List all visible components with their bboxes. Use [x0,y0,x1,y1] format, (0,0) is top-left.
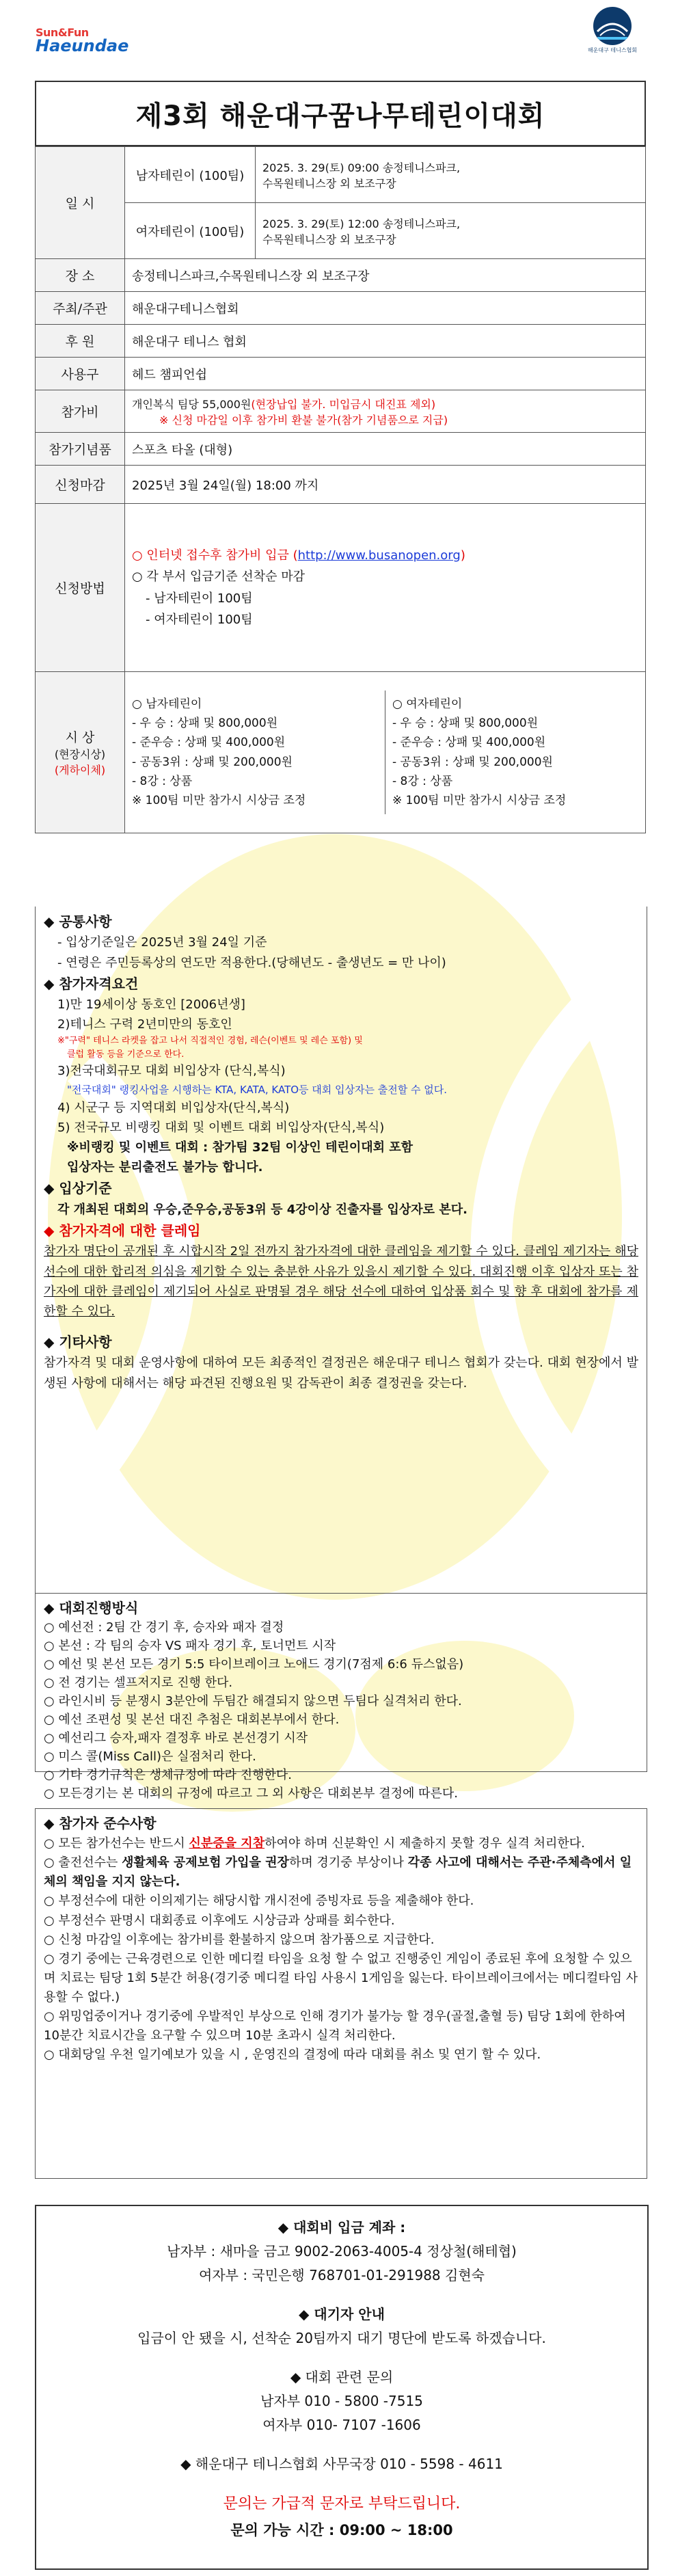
apply-value: ○ 인터넷 접수후 참가비 입금 (http://www.busanopen.org) ○ 각 부서 입금기준 선착순 마감 - 남자테린이 100팀 - 여자테린이 100팀 [125,504,646,672]
etc-heading: ◆ 기타사항 [44,1334,112,1351]
progress-item: ○ 예선리그 승자,패자 결정후 바로 본선경기 시작 [44,1731,308,1745]
association-logo: 해운대구 테니스협회 [585,7,640,62]
progress-item: ○ 전 경기는 셀프저지로 진행 한다. [44,1676,233,1690]
compliance-item: ○ 출전선수는 생활체육 공제보험 가입을 권장하며 경기중 부상이나 각종 사고에 대해서는 주관·주체측에서 일체의 책임을 지지 않는다. [44,1855,632,1890]
progress-item: ○ 라인시비 등 분쟁시 3분안에 두팀간 해결되지 않으면 두팀다 실격처리 한다. [44,1694,462,1708]
contact-box [35,2205,649,2570]
deadline-value: 2025년 3월 24일(월) 18:00 까지 [125,466,646,504]
compliance-item: ○ 모든 참가선수는 반드시 신분증을 지참하여야 하며 신분확인 시 제출하지 못할 경우 실격 처리한다. [44,1836,585,1851]
schedule-division: 남자테린이 (100팀) [125,147,256,203]
sponsor-label: 후 원 [36,325,125,358]
fee-warning: ※ 신청 마감일 이후 참가비 환불 불가(참가 기념품으로 지급) [159,413,448,427]
win-heading: ◆ 입상기준 [44,1180,112,1197]
association-emblem-icon [593,7,632,45]
page-title: 제3회 해운대구꿈나무테린이대회 [135,100,545,132]
schedule-time: 2025. 3. 29(토) 12:00 송정테니스파크, 수목원테니스장 외 보조구장 [256,203,646,259]
inquiry-heading: ◆ 대회 관련 문의 [290,2369,394,2385]
host-label: 주최/주관 [36,292,125,325]
compliance-item: ○ 대회당일 우천 일기예보가 있을 시 , 운영진의 결정에 따라 대회를 취소 및 연기 할 수 있다. [44,2048,541,2063]
progress-item: ○ 예선 및 본선 모든 경기 5:5 타이브레이크 노애드 경기(7점제 6:6 듀스없음) [44,1657,464,1672]
compliance-item: ○ 신청 마감일 이후에는 참가비를 환불하지 않으며 참가품으로 지급한다. [44,1932,435,1947]
schedule-label: 일 시 [36,147,125,259]
common-heading: ◆ 공통사항 [44,913,112,930]
compliance-section [35,1808,647,2179]
waitlist-heading: ◆ 대기자 안내 [299,2306,385,2322]
prize-men: ○ 남자테린이 - 우 승 : 상패 및 800,000원 - 준우승 : 상패 및 400,000원 - 공동3위 : 상패 및 200,000원 - 8강 : 상품 ※ 100팀 미만 참가시 시상금 조정 [125,690,385,814]
compliance-item: ○ 위밍업중이거나 경기중에 우발적인 부상으로 인해 경기가 불가능 할 경우(골절,출혈 등) 팀당 1회에 한하여 10분간 치료시간을 요구할 수 있으며 10분 초과시 실격 처리한다. [44,2009,626,2043]
ball-value: 헤드 챔피언쉽 [125,358,646,390]
gift-value: 스포츠 타올 (대형) [125,433,646,466]
host-value: 해운대구테니스협회 [125,292,646,325]
progress-heading: ◆ 대회진행방식 [44,1600,139,1616]
sms-note: 문의는 가급적 문자로 부탁드립니다. [223,2495,461,2512]
compliance-item: ○ 부정선수 판명시 대회종료 이후에도 시상금과 상패를 회수한다. [44,1913,395,1928]
claim-heading: ◆ 참가자격에 대한 클레임 [44,1222,201,1239]
inquiry-hours: 문의 가능 시간 : 09:00 ~ 18:00 [230,2521,453,2538]
etc-text: 참가자격 및 대회 운영사항에 대하여 모든 최종적인 결정권은 해운대구 테니스 협회가 갖는다. 대회 현장에서 발생된 사항에 대해서는 해당 파견된 진행요원 및 감독관이 최종 결정권을 갖는다. [44,1356,638,1391]
deadline-label: 신청마감 [36,466,125,504]
inquiry-women: 여자부 010- 7107 -1606 [262,2417,421,2433]
waitlist-text: 입금이 안 됐을 시, 선착순 20팀까지 대기 명단에 받도록 하겠습니다. [137,2330,546,2346]
sponsor-value: 해운대구 테니스 협회 [125,325,646,358]
progress-item: ○ 예선 조편성 및 본선 대진 추첨은 대회본부에서 한다. [44,1713,340,1727]
progress-item: ○ 본선 : 각 팀의 승자 VS 패자 경기 후, 토너먼트 시작 [44,1639,336,1653]
title-box [35,81,646,146]
apply-label: 신청방법 [36,504,125,672]
fee-label: 참가비 [36,390,125,433]
prize-label: 시 상 (현장시상) (게하이체) [36,672,125,833]
claim-text: 참가자 명단이 공개된 후 시합시작 2일 전까지 참가자격에 대한 클레임을 제기할 수 있다. 클레임 제기자는 해당 선수에 대한 합리적 의심을 제기할 수 있는 충분한 사유가 있을시 제기할 수 있다. 대회진행 이후 입상자 또는 참가자에 대한 클레임이 제기되어 사실로 판명될 경우 해당 선수에 대하여 입상품 회수 및 향 후 대회에 참가를 제한할 수 있다. [44,1244,638,1319]
account-women: 여자부 : 국민은행 768701-01-291988 김현숙 [199,2267,485,2283]
account-men: 남자부 : 새마을 금고 9002-2063-4005-4 정상철(해테협) [167,2243,517,2259]
apply-website-link[interactable]: http://www.busanopen.org [297,548,461,563]
progress-section [35,1593,647,1801]
venue-label: 장 소 [36,259,125,292]
progress-item: ○ 모든경기는 본 대회의 규정에 따르고 그 외 사항은 대회본부 결정에 따른다. [44,1786,459,1801]
progress-item: ○ 기타 경기규칙은 생체규정에 따라 진행한다. [44,1768,293,1782]
progress-item: ○ 미스 콜(Miss Call)은 실점처리 한다. [44,1749,256,1764]
office-contact: ◆ 해운대구 테니스협회 사무국장 010 - 5598 - 4611 [180,2456,503,2472]
account-heading: ◆ 대회비 입금 계좌 : [277,2219,406,2236]
haeundae-logo: Sun&Fun Haeundae [36,26,129,55]
info-table [35,146,646,833]
fee-value: 개인복식 팀당 55,000원(현장납입 불가. 미입금시 대진표 제외) ※ 신청 마감일 이후 참가비 환불 불가(참가 기념품으로 지급) [125,390,646,433]
ball-label: 사용구 [36,358,125,390]
inquiry-men: 남자부 010 - 5800 -7515 [260,2393,423,2409]
schedule-time: 2025. 3. 29(토) 09:00 송정테니스파크, 수목원테니스장 외 보조구장 [256,147,646,203]
prize-women: ○ 여자테린이 - 우 승 : 상패 및 800,000원 - 준우승 : 상패 및 400,000원 - 공동3위 : 상패 및 200,000원 - 8강 : 상품 ※ 100팀 미만 참가시 시상금 조정 [392,697,567,807]
eligibility-heading: ◆ 참가자격요건 [44,975,139,992]
venue-value: 송정테니스파크,수목원테니스장 외 보조구장 [125,259,646,292]
compliance-item: ○ 부정선수에 대한 이의제기는 해당시합 개시전에 증빙자료 등을 제출해야 한다. [44,1894,474,1909]
schedule-division: 여자테린이 (100팀) [125,203,256,259]
progress-item: ○ 예선전 : 2팀 간 경기 후, 승자와 패자 결정 [44,1620,284,1635]
rules-section: ◆ 공통사항 - 입상기준일은 2025년 3월 24일 기준 - 연령은 주민등록상의 연도만 적용한다.(당해년도 - 출생년도 = 만 나이) ◆ 참가자격요건 1)만 19세이상 동호인 [2006년생] 2)테니스 구력 2년미만의 동호인 ※"구력" 테니스 라켓을 잡고 나서 직접적인 경험, 레슨(이벤트 및 레슨 포함) 및 클럽 활동 등을 기준으로 한다. 3)전국대회규모 대회 비입상자 (단식,복식) "전국대회" 랭킹사업을 시행하는 KTA, KATA, KATO등 대회 입상자는 출전할 수 없다. 4) 시군구 등 지역대회 비입상자(단식,복식) 5) 전국규모 비랭킹 대회 및 이벤트 대회 비입상자(단식,복식) ※비랭킹 및 이벤트 대회 : 참가팀 32팀 이상인 테린이대회 포함 입상자는 분리출전도 불가능 합니다. ◆ 입상기준 각 개최된 대회의 우승,준우승,공동3위 등 4강이상 진출자를 입상자로 본다. ◆ 참가자격에 대한 클레임 참가자 명단이 공개된 후 시합시작 2일 전까지 참가자격에 대한 클레임을 제기할 수 있다. 클레임 제기자는 해당 선수에 대한 합리적 의심을 제기할 수 있는 충분한 사유가 있을시 제기할 수 있다. 대회진행 이후 입상자 또는 참가자에 대한 클레임이 제기되어 사실로 판명될 경우 해당 선수에 대하여 입상품 회수 및 향 후 대회에 참가를 제한할 수 있다. ◆ 기타사항 참가자격 및 대회 운영사항에 대하여 모든 최종적인 결정권은 해운대구 테니스 협회가 갖는다. 대회 현장에서 발생된 사항에 대해서는 해당 파견된 진행요원 및 감독관이 최종 결정권을 갖는다. [35,907,647,1594]
compliance-heading: ◆ 참가자 준수사항 [44,1815,157,1832]
compliance-item: ○ 경기 중에는 근육경련으로 인한 메디컬 타임을 요청 할 수 없고 진행중인 게임이 종료된 후에 요청할 수 있으며 치료는 팀당 1회 5분간 허용(경기중 메디컬 타임 사용시 1게임을 잃는다. 타이브레이크에서는 메디컬타임 사용할 수 없다.) [44,1951,638,2004]
gift-label: 참가기념품 [36,433,125,466]
